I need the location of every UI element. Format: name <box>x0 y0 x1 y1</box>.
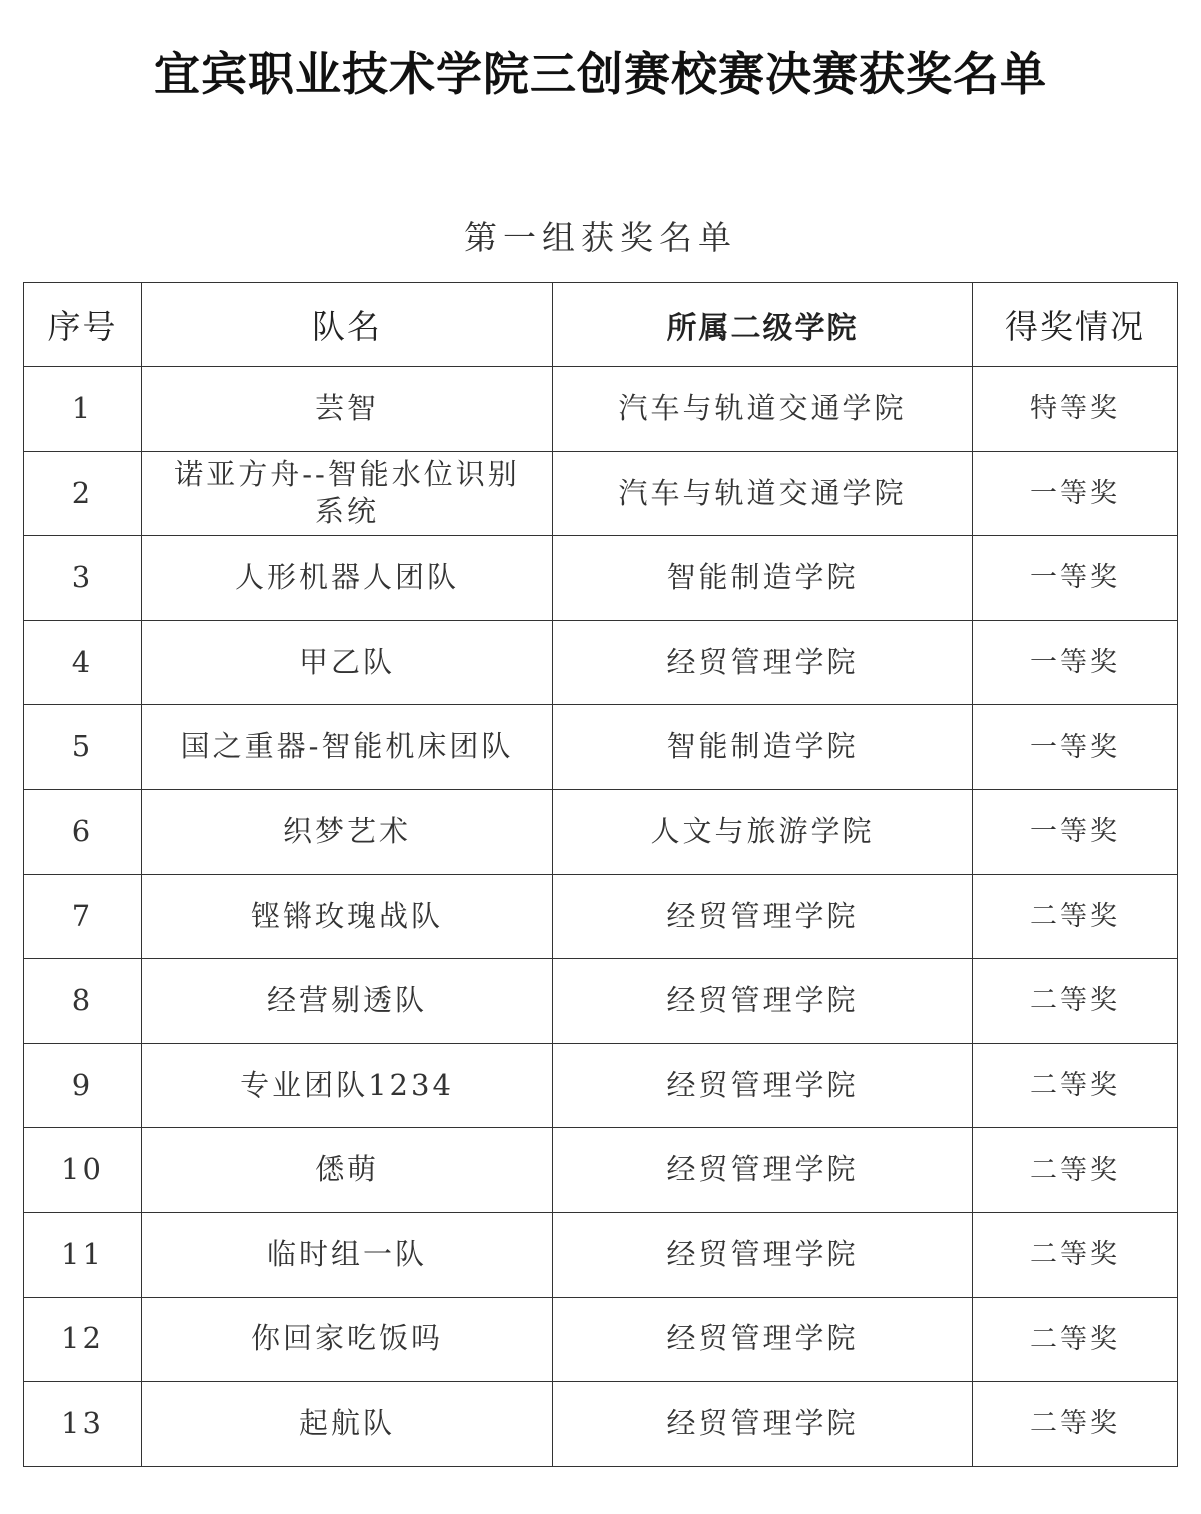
cell-index: 2 <box>24 451 142 536</box>
cell-college: 人文与旅游学院 <box>553 789 973 874</box>
cell-team-name: 起航队 <box>142 1382 553 1467</box>
table-row <box>24 620 1178 705</box>
table-row <box>24 1297 1178 1382</box>
table-row <box>24 451 1178 536</box>
cell-college: 经贸管理学院 <box>553 1128 973 1213</box>
cell-index: 12 <box>24 1297 142 1382</box>
cell-award: 二等奖 <box>973 1212 1178 1297</box>
cell-team-name: 芸智 <box>142 367 553 452</box>
cell-index: 7 <box>24 874 142 959</box>
cell-college: 经贸管理学院 <box>553 1212 973 1297</box>
cell-award: 二等奖 <box>973 1043 1178 1128</box>
header-award: 得奖情况 <box>973 283 1178 367</box>
table-row <box>24 367 1178 452</box>
award-table <box>23 282 1178 1467</box>
cell-award: 二等奖 <box>973 874 1178 959</box>
cell-team-name: 你回家吃饭吗 <box>142 1297 553 1382</box>
table-row <box>24 536 1178 621</box>
cell-index: 5 <box>24 705 142 790</box>
cell-index: 9 <box>24 1043 142 1128</box>
table-row <box>24 1043 1178 1128</box>
header-team: 队名 <box>142 283 553 367</box>
cell-college: 经贸管理学院 <box>553 1043 973 1128</box>
table-row <box>24 874 1178 959</box>
table-row <box>24 959 1178 1044</box>
cell-award: 一等奖 <box>973 705 1178 790</box>
cell-index: 4 <box>24 620 142 705</box>
cell-college: 经贸管理学院 <box>553 1297 973 1382</box>
cell-college: 汽车与轨道交通学院 <box>553 367 973 452</box>
cell-college: 经贸管理学院 <box>553 1382 973 1467</box>
cell-college: 经贸管理学院 <box>553 874 973 959</box>
cell-index: 13 <box>24 1382 142 1467</box>
cell-college: 智能制造学院 <box>553 536 973 621</box>
cell-award: 一等奖 <box>973 451 1178 536</box>
cell-index: 3 <box>24 536 142 621</box>
cell-index: 6 <box>24 789 142 874</box>
table-header-row <box>24 283 1178 367</box>
cell-team-name: 国之重器-智能机床团队 <box>142 705 553 790</box>
cell-team-name: 诺亚方舟--智能水位识别系统 <box>142 451 553 536</box>
table-row <box>24 789 1178 874</box>
cell-index: 11 <box>24 1212 142 1297</box>
cell-team-name: 临时组一队 <box>142 1212 553 1297</box>
header-college: 所属二级学院 <box>553 283 973 367</box>
cell-team-name: 僁萌 <box>142 1128 553 1213</box>
cell-award: 二等奖 <box>973 1382 1178 1467</box>
cell-index: 1 <box>24 367 142 452</box>
cell-team-name: 经营剔透队 <box>142 959 553 1044</box>
table-body <box>24 367 1178 1467</box>
cell-team-name: 专业团队1234 <box>142 1043 553 1128</box>
cell-college: 经贸管理学院 <box>553 959 973 1044</box>
cell-college: 经贸管理学院 <box>553 620 973 705</box>
cell-award: 一等奖 <box>973 789 1178 874</box>
cell-team-name: 人形机器人团队 <box>142 536 553 621</box>
cell-award: 二等奖 <box>973 1128 1178 1213</box>
cell-college: 智能制造学院 <box>553 705 973 790</box>
cell-award: 特等奖 <box>973 367 1178 452</box>
cell-award: 一等奖 <box>973 620 1178 705</box>
cell-team-name: 铿锵玫瑰战队 <box>142 874 553 959</box>
header-index: 序号 <box>24 283 142 367</box>
cell-award: 一等奖 <box>973 536 1178 621</box>
table-row <box>24 1212 1178 1297</box>
cell-award: 二等奖 <box>973 959 1178 1044</box>
document-title: 宜宾职业技术学院三创赛校赛决赛获奖名单 <box>154 47 1047 101</box>
cell-team-name: 甲乙队 <box>142 620 553 705</box>
cell-award: 二等奖 <box>973 1297 1178 1382</box>
table-row <box>24 705 1178 790</box>
table-row <box>24 1128 1178 1213</box>
cell-index: 8 <box>24 959 142 1044</box>
cell-college: 汽车与轨道交通学院 <box>553 451 973 536</box>
group-subtitle: 第一组获奖名单 <box>464 218 737 257</box>
cell-index: 10 <box>24 1128 142 1213</box>
cell-team-name: 织梦艺术 <box>142 789 553 874</box>
table-row <box>24 1382 1178 1467</box>
